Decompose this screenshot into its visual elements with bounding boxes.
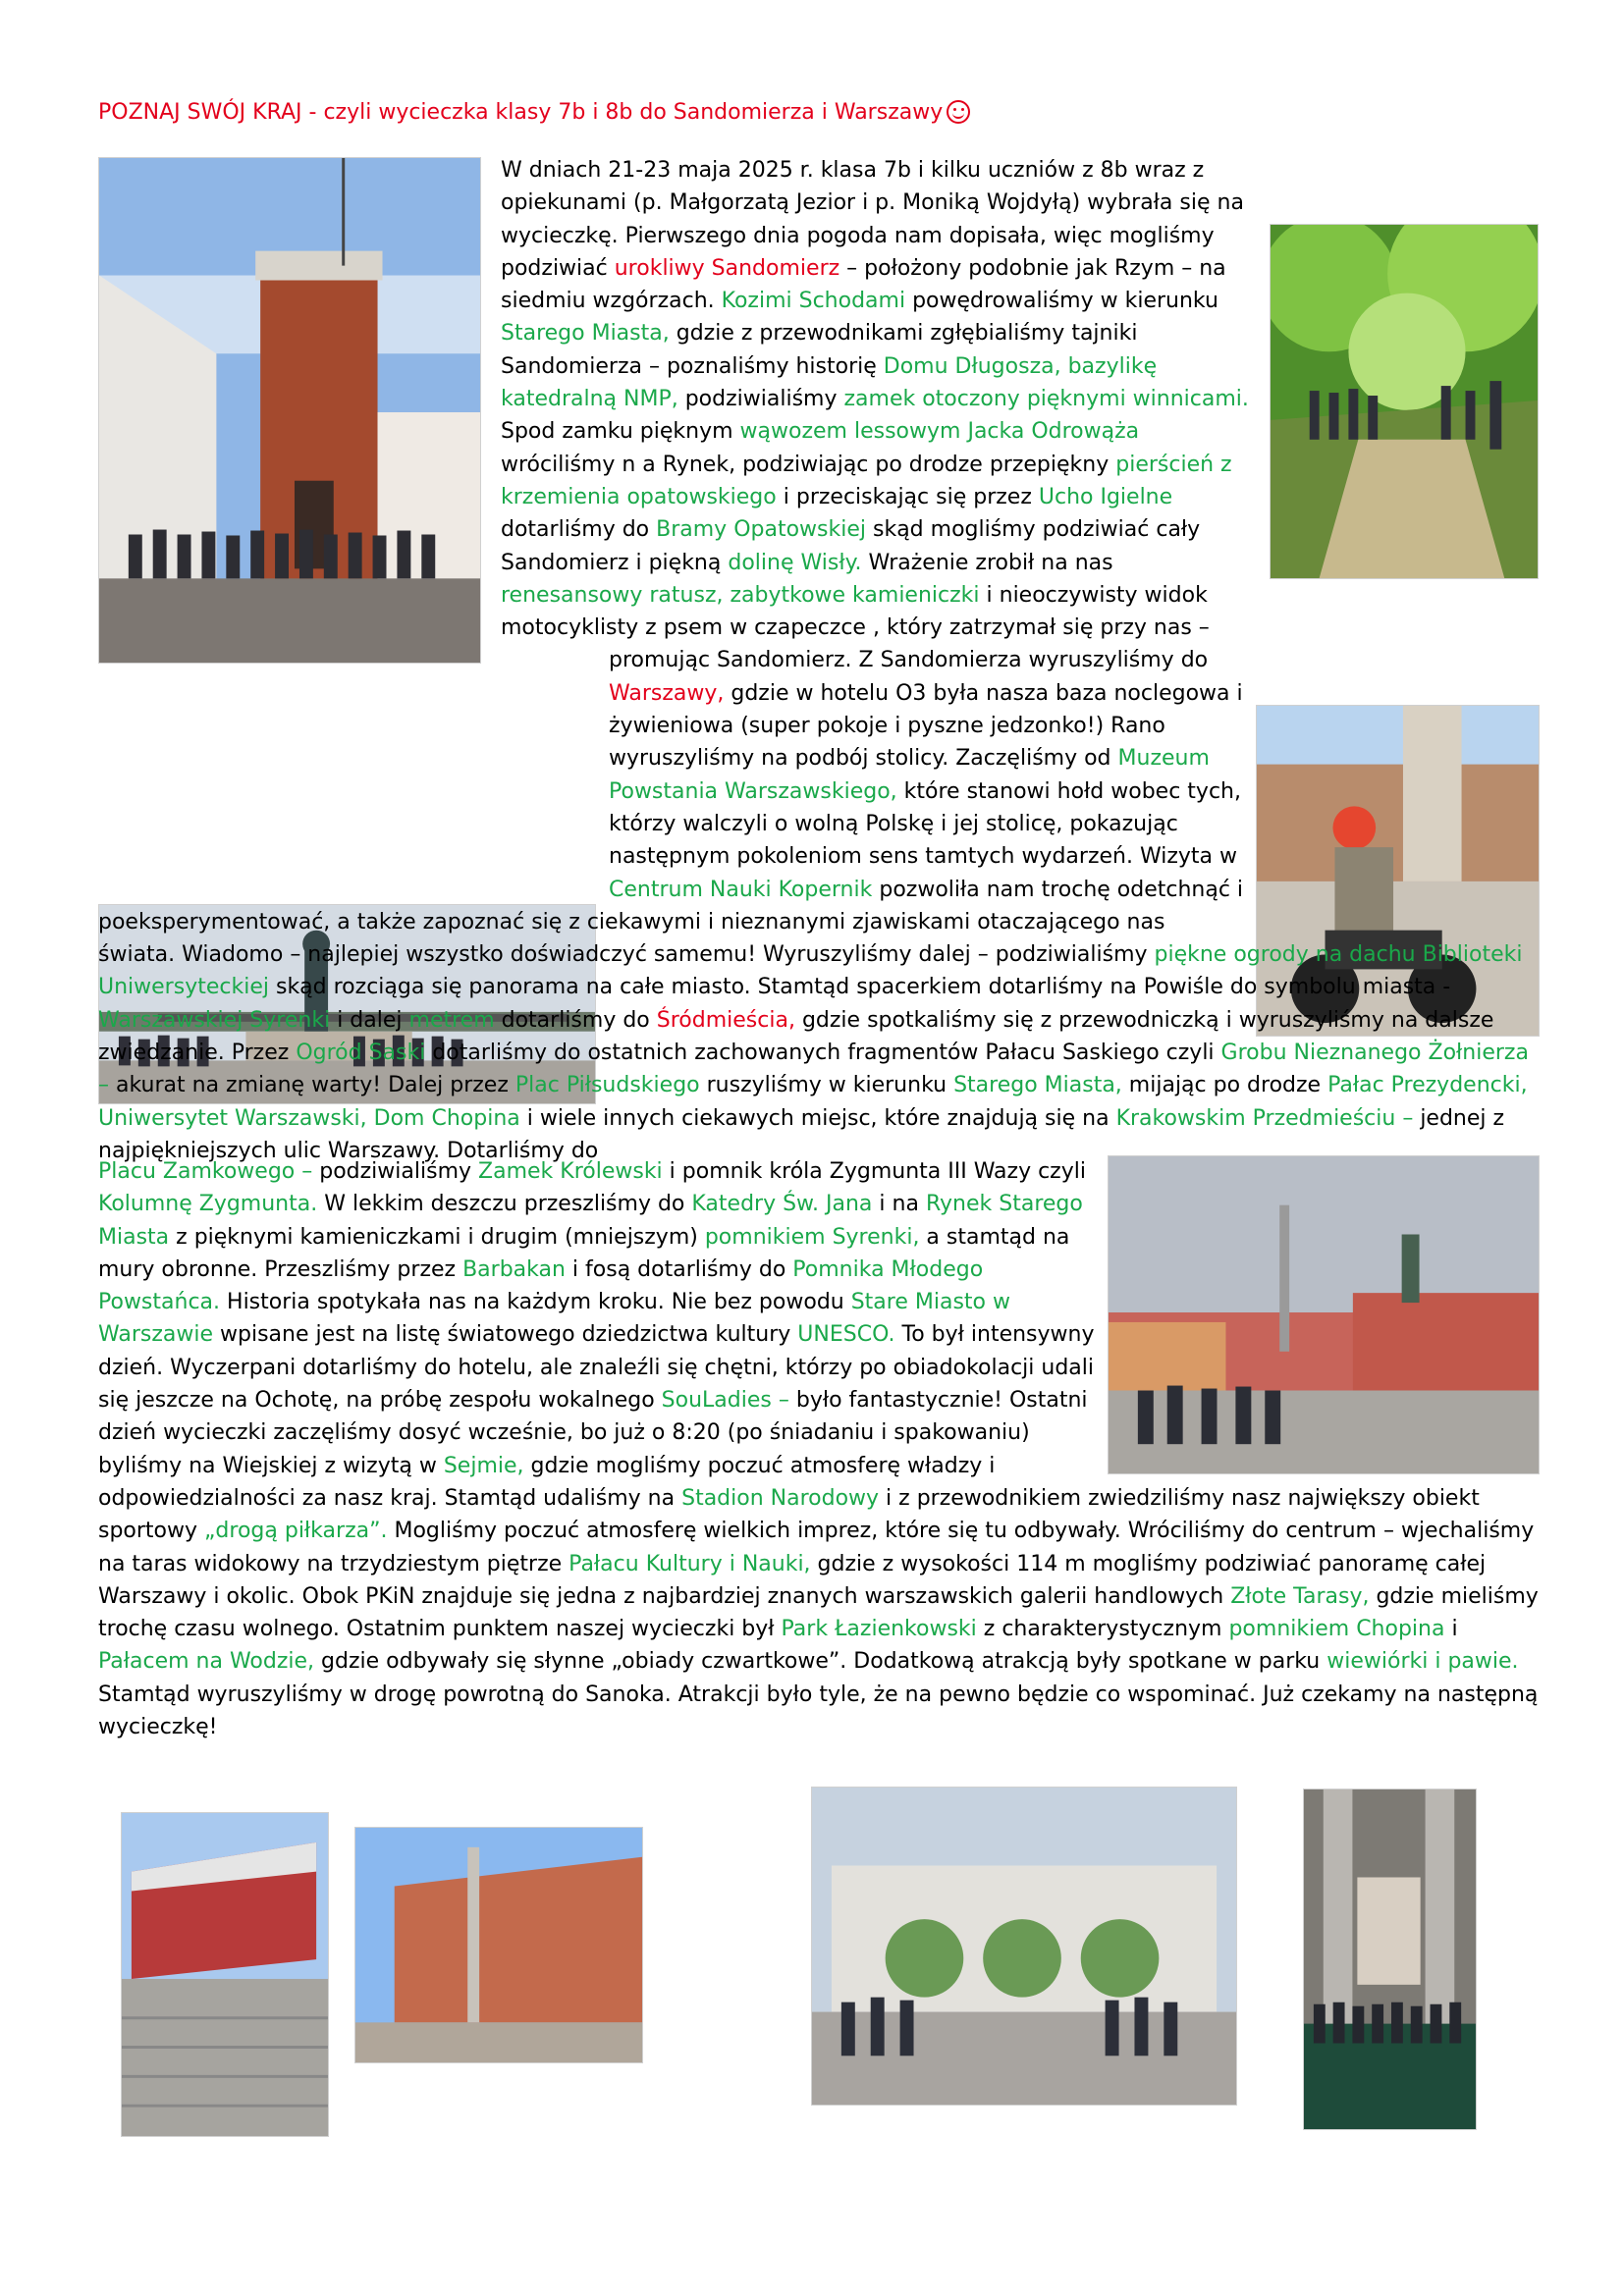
text-run: jednej z najpiękniejszych ulic Warszawy. Dotarliśmy do (98, 1105, 1505, 1163)
text-run: Spod zamku pięknym (501, 419, 740, 445)
highlight-place: „drogą piłkarza”. (204, 1519, 388, 1544)
text-run: podziwialiśmy (312, 1159, 479, 1184)
highlight-place: Stadion Narodowy (681, 1485, 880, 1511)
highlight-city: Śródmieścia, (656, 1007, 795, 1033)
text-run: gdzie mieliśmy trochę czasu wolnego. Ostatnim punktem naszej wycieczki był (98, 1583, 1539, 1642)
text-run: W dniach 21-23 maja 2025 r. klasa 7b i kilku uczniów z 8b wraz z opiekunami (p. Małgorzatą Jezior i p. Moniką Wojdyłą) wybrała się na wycieczkę. Pierwszego dnia pogoda nam dopisała, więc mogliśmy podziwiać (501, 158, 1244, 281)
photo-wrap-spacer (98, 689, 609, 900)
photo-sejm (1303, 1789, 1477, 2130)
text-run: które stanowi hołd wobec tych, którzy walczyli o wolną Polskę i jej stolicę, pokazując następnym pokoleniom sens tamtych wydarzeń. Wizyta w (609, 778, 1241, 870)
text-run: gdzie mogliśmy poczuć atmosferę władzy i odpowiedzialności za nasz kraj. Stamtąd udaliśmy na (98, 1453, 996, 1511)
highlight-place: Pałacu Kultury i Nauki, (568, 1551, 811, 1576)
text-run: Historia spotykała nas na każdym kroku. Nie bez powodu (220, 1290, 851, 1315)
text-run: W lekkim deszczu przeszliśmy do (317, 1192, 692, 1217)
text-run: ruszyliśmy w kierunku (699, 1073, 954, 1098)
highlight-place: Pomnika Młodego Powstańca. (98, 1256, 984, 1315)
highlight-place: Krakowskim Przedmieściu – (1115, 1105, 1414, 1131)
article-text-part2 (98, 1155, 1540, 1754)
text-run: i (1444, 1617, 1458, 1642)
photo-wrap-spacer (1098, 1155, 1540, 1479)
text-run: mijając po drodze (1121, 1073, 1328, 1098)
highlight-place: Kozimi Schodami (721, 289, 906, 314)
highlight-place: wiewiórki i pawie. (1326, 1649, 1519, 1675)
photo-grob-nieznanego-zolnierza (811, 1787, 1237, 2106)
highlight-place: Centrum Nauki Kopernik (609, 877, 873, 902)
highlight-place: Kolumnę Zygmunta. (98, 1192, 318, 1217)
highlight-place: zamek otoczony pięknymi winnicami. (843, 387, 1249, 412)
highlight-place: Ucho Igielne (1038, 484, 1173, 509)
text-run: i na (872, 1192, 926, 1217)
text-run: To był intensywny dzień. Wyczerpani dotarliśmy do hotelu, ale znaleźli się chętni, którzy po obiadokolacji udali się jeszcze na Ochotę, na próbę zespołu wokalnego (98, 1322, 1095, 1414)
highlight-place: Stare Miasto w Warszawie (98, 1290, 1010, 1348)
text-run: i z przewodnikiem zwiedziliśmy nasz największy obiekt sportowy (98, 1485, 1480, 1544)
text-run: skąd rozciąga się panorama na całe miasto. Stamtąd spacerkiem dotarliśmy na Powiśle do symbolu miasta - (268, 975, 1451, 1000)
highlight-place: pomnikiem Chopina (1228, 1617, 1445, 1642)
highlight-place: Katedry Św. Jana (691, 1192, 873, 1217)
text-run: dotarliśmy do ostatnich zachowanych fragmentów Pałacu Saskiego czyli (425, 1041, 1221, 1066)
highlight-place: SouLadies – (661, 1388, 789, 1414)
text-run: i fosą dotarliśmy do (565, 1256, 793, 1282)
highlight-place: Bramy Opatowskiej (656, 517, 866, 543)
text-run: i nieoczywisty widok motocyklisty z psem w czapeczce , który zatrzymał się przy nas – promując Sandomierz. Z Sandomierza wyruszyliśmy do (501, 582, 1210, 673)
text-run: gdzie z wysokości 114 m mogliśmy podziwiać panoramę całej Warszawy i okolic. Obok PKiN znajduje się jedna z najbardziej znanych warszawskich galerii handlowych (98, 1551, 1487, 1609)
text-run: i dalej (330, 1007, 409, 1033)
article-text-part1 (98, 154, 1540, 1163)
highlight-place: Sejmie, (443, 1453, 524, 1478)
highlight-place: Pałacem na Wodzie, (98, 1649, 315, 1675)
text-run: powędrowaliśmy w kierunku (905, 289, 1218, 314)
highlight-place: metrem (408, 1007, 495, 1033)
text-run: Wrażenie zrobił na nas (861, 550, 1113, 575)
highlight-place: Domu Długosza, bazylikę katedralną NMP, (501, 353, 1158, 412)
highlight-place: Złote Tarasy, (1230, 1583, 1370, 1609)
highlight-place: Plac Piłsudskiego (514, 1073, 700, 1098)
text-run: gdzie z przewodnikami zgłębialiśmy tajniki Sandomierza – poznaliśmy historię (501, 321, 1138, 379)
text-run: skąd mogliśmy podziwiać cały Sandomierz i piękną (501, 517, 1201, 575)
text-run: pozwoliła nam trochę odetchnąć i poeksperymentować, a także zapoznać się z ciekawymi i nieznanymi zjawiskami otaczającego nas świata. Wiadomo – najlepiej wszystko doświadczyć samemu! Wyruszyliśmy dalej – podziwialiśmy (98, 877, 1244, 968)
photo-ratusz-sandomierz (354, 1827, 643, 2063)
highlight-place: pierścień z krzemienia opatowskiego (501, 452, 1232, 509)
text-run: – położony podobnie jak Rzym – na siedmiu wzgórzach. (501, 255, 1226, 314)
text-run: i przeciskając się przez (776, 484, 1039, 509)
text-run: było fantastycznie! Ostatni dzień wycieczki zaczęliśmy dosyć wcześnie, bo już o 8:20 (po śniadaniu i spakowaniu) byliśmy na Wiejskiej z wizytą w (98, 1388, 1088, 1478)
highlight-place: piękne ogrody na dachu Biblioteki Uniwersyteckiej (98, 942, 1523, 1000)
photo-wrap-spacer (1245, 601, 1540, 930)
photo-wrap-spacer (98, 154, 501, 665)
smiley-icon (947, 100, 970, 124)
highlight-place: Muzeum Powstania Warszawskiego, (609, 746, 1210, 804)
text-run: podziwialiśmy (677, 387, 844, 412)
text-run: dotarliśmy do (501, 517, 657, 543)
text-run: akurat na zmianę warty! Dalej przez (109, 1073, 515, 1098)
photo-stadion-narodowy (121, 1812, 329, 2137)
text-run: dotarliśmy do (494, 1007, 657, 1033)
text-run: z pięknymi kamieniczkami i drugim (mniejszym) (169, 1224, 705, 1250)
highlight-place: Ogród Saski (296, 1041, 426, 1066)
text-run: Mogliśmy poczuć atmosferę wielkich imprez, które się tu odbywały. Wróciliśmy do centrum – wjechaliśmy na taras widokowy na trzydziestym piętrze (98, 1519, 1535, 1576)
text-run: Stamtąd wyruszyliśmy w drogę powrotną do Sanoka. Atrakcji było tyle, że na pewno będzie co wspominać. Już czekamy na następną wycieczkę! (98, 1682, 1539, 1740)
highlight-place: Placu Zamkowego – (98, 1159, 313, 1184)
text-run: a stamtąd na mury obronne. Przeszliśmy przez (98, 1224, 1070, 1282)
text-run: wpisane jest na listę światowego dziedzictwa kultury (213, 1322, 798, 1348)
highlight-place: Pałac Prezydencki, Uniwersytet Warszawski, Dom Chopina (98, 1073, 1528, 1131)
text-run: i wiele innych ciekawych miejsc, które znajdują się na (519, 1105, 1116, 1131)
text-run: gdzie odbywały się słynne „obiady czwartkowe”. Dodatkową atrakcją były spotkane w parku (314, 1649, 1327, 1675)
text-run: gdzie spotkaliśmy się z przewodniczką i wyruszyliśmy na dalsze zwiedzanie. Przez (98, 1007, 1494, 1066)
highlight-place: wąwozem lessowym Jacka Odrowąża (739, 419, 1140, 445)
text-run: z charakterystycznym (976, 1617, 1229, 1642)
highlight-place: renesansowy ratusz, zabytkowe kamieniczki (501, 582, 980, 608)
highlight-place: Starego Miasta, (501, 321, 670, 347)
highlight-place: Grobu Nieznanego Żołnierza – (98, 1041, 1529, 1098)
page-title: POZNAJ SWÓJ KRAJ - czyli wycieczka klasy 7b i 8b do Sandomierza i Warszawy (98, 98, 970, 128)
highlight-city: urokliwy Sandomierz (614, 255, 840, 281)
highlight-place: Barbakan (462, 1256, 566, 1282)
photo-wrap-spacer (1260, 223, 1540, 581)
highlight-place: pomnikiem Syrenki, (704, 1224, 920, 1250)
highlight-place: Park Łazienkowski (781, 1617, 977, 1642)
text-run: i pomnik króla Zygmunta III Wazy czyli (662, 1159, 1086, 1184)
highlight-place: Zamek Królewski (478, 1159, 663, 1184)
highlight-place: Warszawskiej Syrenki (98, 1007, 331, 1033)
text-run: wróciliśmy n a Rynek, podziwiając po drodze przepiękny (501, 452, 1116, 477)
highlight-place: UNESCO. (797, 1322, 895, 1348)
highlight-place: Starego Miasta, (953, 1073, 1122, 1098)
highlight-place: dolinę Wisły. (728, 550, 862, 575)
text-run: gdzie w hotelu O3 była nasza baza noclegowa i żywieniowa (super pokoje i pyszne jedzonko!) Rano wyruszyliśmy na podbój stolicy. Zaczęliśmy od (609, 680, 1243, 772)
highlight-place: Rynek Starego Miasta (98, 1192, 1083, 1250)
highlight-city: Warszawy, (609, 680, 725, 706)
